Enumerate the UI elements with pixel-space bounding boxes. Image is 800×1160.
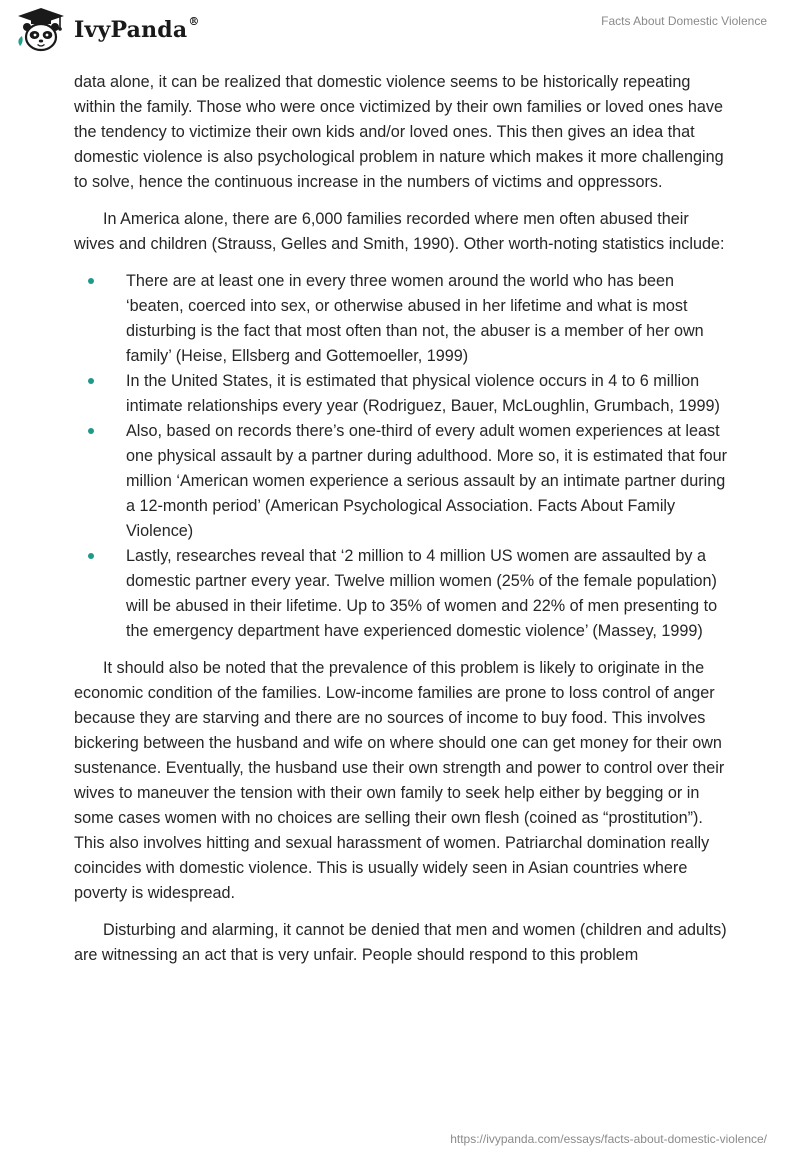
paragraph-4: Disturbing and alarming, it cannot be denied that men and women (children and adults) are witnessing an act that is very unfair. People should respond to this problem [74, 921, 727, 964]
registered-mark: ® [188, 15, 200, 28]
bullet-icon [88, 428, 94, 434]
list-item [74, 419, 730, 544]
document-title: Facts About Domestic Violence [601, 14, 767, 28]
paragraph-2: In America alone, there are 6,000 families recorded where men often abused their wives and children (Strauss, Gelles and Smith, 1990). Other worth-noting statistics include: [74, 210, 725, 253]
paragraph-3: It should also be noted that the prevalence of this problem is likely to originate in the economic condition of the families. Low-income families are prone to loss control of anger because they are starving and there are no sources of income to buy food. This involves bickering between the husband and wife on where should one can get money for their own sustenance. Eventually, the husband use their own strength and power to control over their wives to maneuver the tension with their own family to seek help either by begging or in some cases women with no choices are selling their own flesh (coined as “prostitution”). This also involves hitting and sexual harassment of women. Patriarchal domination really coincides with domestic violence. This is usually widely seen in Asian countries where poverty is widespread. [74, 659, 725, 902]
brand-name: IvyPanda® [74, 15, 200, 43]
list-item-text: Lastly, researches reveal that ‘2 million to 4 million US women are assaulted by a domestic partner every year. Twelve million women (25% of the female population) will be abused in their lifetime. Up to 35% of women and 22% of men presenting to the emergency department have experienced domestic violence’ (Massey, 1999) [126, 547, 718, 640]
list-item-text: Also, based on records there’s one-third of every adult women experiences at least one physical assault by a partner during adulthood. More so, it is estimated that four million ‘American women experience a serious assault by an intimate partner during a 12-month period’ (American Psychological Association. Facts About Family Violence) [126, 422, 728, 540]
source-url-link[interactable]: https://ivypanda.com/essays/facts-about-domestic-violence/ [450, 1132, 767, 1146]
page-header [0, 0, 800, 64]
logo[interactable] [14, 6, 200, 54]
bullet-icon [88, 378, 94, 384]
panda-logo-icon [14, 6, 68, 54]
statistics-list [74, 269, 730, 644]
essay-content [74, 70, 730, 980]
list-item [74, 269, 730, 369]
list-item-text: There are at least one in every three women around the world who has been ‘beaten, coerced into sex, or otherwise abused in her lifetime and what is most disturbing is the fact that most often than not, the abuser is a member of her own family’ (Heise, Ellsberg and Gottemoeller, 1999) [126, 272, 704, 365]
list-item [74, 369, 730, 419]
bullet-icon [88, 553, 94, 559]
paragraph-1: data alone, it can be realized that domestic violence seems to be historically repeating within the family. Those who were once victimized by their own families or loved ones have the tendency to victimize their own kids and/or loved ones. This then gives an idea that domestic violence is also psychological problem in nature which makes it more challenging to solve, hence the continuous increase in the numbers of victims and oppressors. [74, 73, 724, 191]
list-item [74, 544, 730, 644]
list-item-text: In the United States, it is estimated that physical violence occurs in 4 to 6 million intimate relationships every year (Rodriguez, Bauer, McLoughlin, Grumbach, 1999) [126, 372, 720, 415]
bullet-icon [88, 278, 94, 284]
